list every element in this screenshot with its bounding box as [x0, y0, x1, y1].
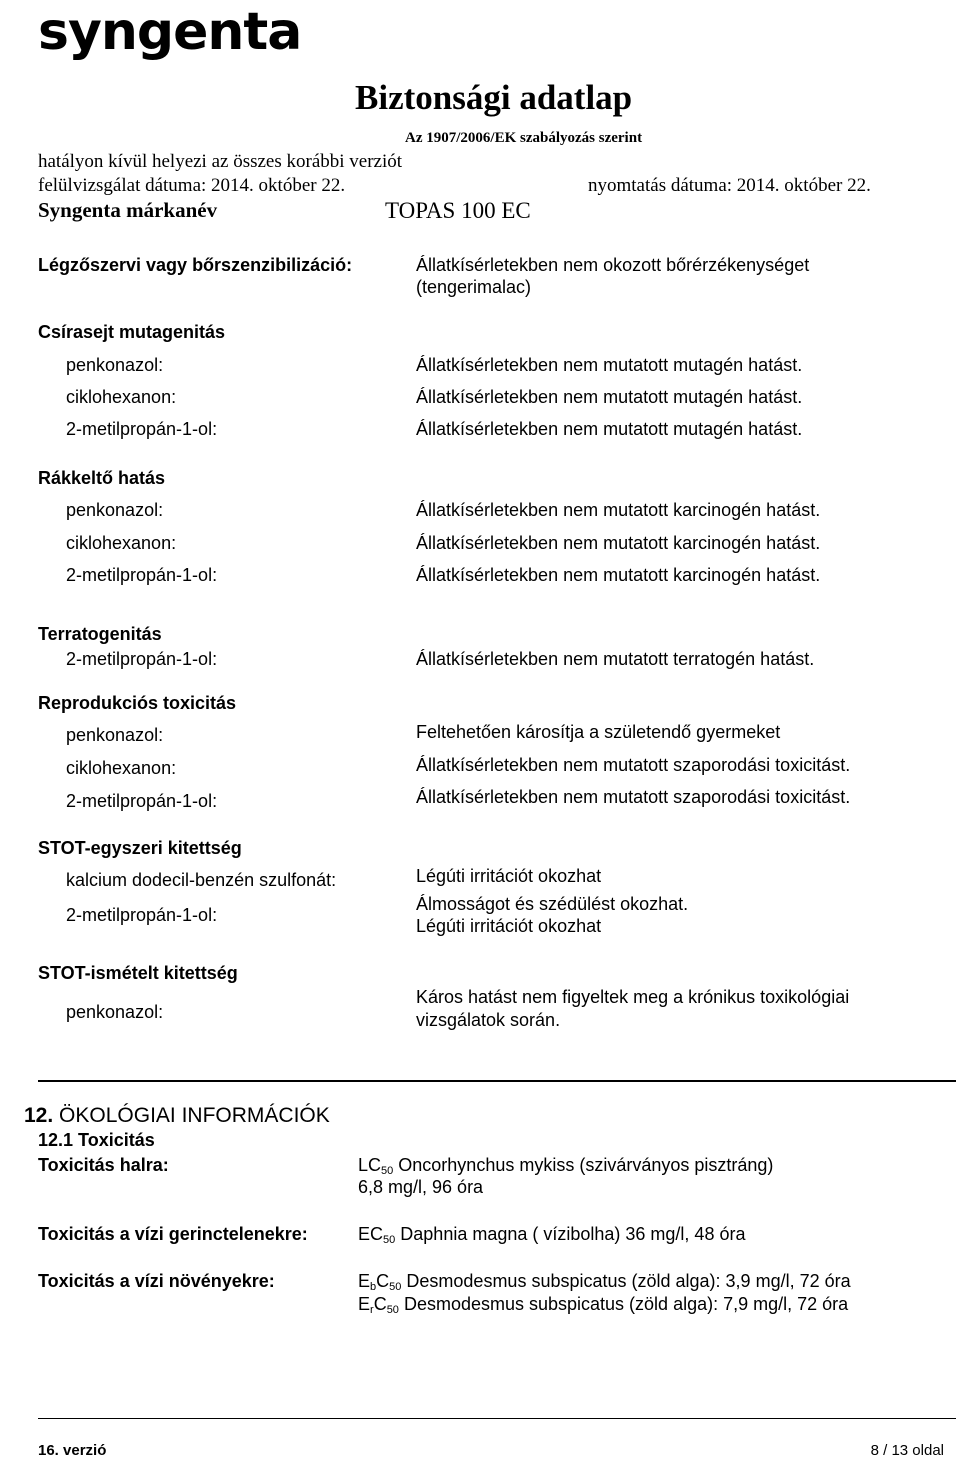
- print-date: nyomtatás dátuma: 2014. október 22.: [588, 175, 871, 196]
- section-title: ÖKOLÓGIAI INFORMÁCIÓK: [59, 1104, 330, 1127]
- substance-label: 2-metilpropán-1-ol:: [66, 791, 218, 811]
- section-number: 12.: [24, 1104, 54, 1127]
- stot-repeated-result: Káros hatást nem figyeltek meg a krónikus toxikológiai: [416, 987, 850, 1007]
- fish-toxicity-amount: 6,8 mg/l, 96 óra: [358, 1177, 484, 1197]
- stot-repeated-result: vizsgálatok során.: [416, 1010, 561, 1030]
- carcinogenicity-result: Állatkísérletekben nem mutatott karcinogén hatást.: [416, 500, 821, 520]
- substance-label: 2-metilpropán-1-ol:: [66, 419, 218, 439]
- substance-label: penkonazol:: [66, 500, 164, 520]
- stot-single-result: Álmosságot és szédülést okozhat.: [416, 894, 689, 914]
- version-label: 16. verzió: [38, 1442, 107, 1459]
- substance-label: 2-metilpropán-1-ol:: [66, 565, 218, 585]
- substance-label: 2-metilpropán-1-ol:: [66, 649, 218, 669]
- stot-single-heading: STOT-egyszeri kitettség: [38, 838, 242, 858]
- subsection-heading: 12.1 Toxicitás: [38, 1130, 155, 1150]
- carcinogenicity-result: Állatkísérletekben nem mutatott karcinogén hatást.: [416, 565, 821, 585]
- revision-date: felülvizsgálat dátuma: 2014. október 22.: [38, 175, 346, 196]
- mutagenicity-result: Állatkísérletekben nem mutatott mutagén hatást.: [416, 387, 803, 407]
- carcinogenicity-result: Állatkísérletekben nem mutatott karcinogén hatást.: [416, 533, 821, 553]
- supersedes-note: hatályon kívül helyezi az összes korábbi verziót: [38, 151, 403, 172]
- substance-label: 2-metilpropán-1-ol:: [66, 905, 218, 925]
- substance-label: penkonazol:: [66, 1002, 164, 1022]
- substance-label: ciklohexanon:: [66, 533, 177, 553]
- reproductive-result: Állatkísérletekben nem mutatott szaporodási toxicitást.: [416, 787, 851, 807]
- mutagenicity-result: Állatkísérletekben nem mutatott mutagén hatást.: [416, 419, 803, 439]
- teratogenicity-result: Állatkísérletekben nem mutatott terratogén hatást.: [416, 649, 815, 669]
- teratogenicity-heading: Terratogenitás: [38, 624, 162, 644]
- regulation-reference: Az 1907/2006/EK szabályozás szerint: [405, 130, 643, 146]
- reproductive-result: Állatkísérletekben nem mutatott szaporodási toxicitást.: [416, 755, 851, 775]
- substance-label: penkonazol:: [66, 355, 164, 375]
- substance-label: penkonazol:: [66, 725, 164, 745]
- substance-label: kalcium dodecil-benzén szulfonát:: [66, 870, 337, 890]
- plant-toxicity-value: $E_rC_{50}$ Desmodesmus subspicatus (zöld alga): 7,9 mg/l, 72 óra: [358, 1294, 849, 1316]
- brand-label: Syngenta márkanév: [38, 198, 218, 222]
- substance-label: ciklohexanon:: [66, 758, 177, 778]
- section-12-heading: [24, 1104, 330, 1128]
- stot-single-result: Légúti irritációt okozhat: [416, 916, 602, 936]
- syngenta-logo: syngenta: [38, 2, 302, 62]
- footer-divider: [38, 1418, 956, 1419]
- carcinogenicity-heading: Rákkeltő hatás: [38, 468, 166, 488]
- product-name: TOPAS 100 EC: [385, 198, 531, 223]
- reproductive-heading: Reprodukciós toxicitás: [38, 693, 237, 713]
- plant-toxicity-value: $E_bC_{50}$ Desmodesmus subspicatus (zöld alga): 3,9 mg/l, 72 óra: [358, 1271, 851, 1293]
- sensitization-text: Állatkísérletekben nem okozott bőrérzékenységet: [416, 255, 810, 275]
- fish-toxicity-value: $LC_{50}$ Oncorhynchus mykiss (szivárványos pisztráng): [358, 1155, 774, 1177]
- sensitization-text-cont: (tengerimalac): [416, 277, 532, 297]
- sensitization-label: Légzőszervi vagy bőrszenzibilizáció:: [38, 255, 353, 275]
- section-divider: [38, 1080, 956, 1082]
- plant-toxicity-label: Toxicitás a vízi növényekre:: [38, 1271, 275, 1291]
- mutagenicity-result: Állatkísérletekben nem mutatott mutagén hatást.: [416, 355, 803, 375]
- substance-label: ciklohexanon:: [66, 387, 177, 407]
- mutagenicity-heading: Csírasejt mutagenitás: [38, 322, 226, 342]
- fish-toxicity-label: Toxicitás halra:: [38, 1155, 169, 1175]
- stot-single-result: Légúti irritációt okozhat: [416, 866, 602, 886]
- page-number: 8 / 13 oldal: [870, 1442, 944, 1459]
- invertebrate-toxicity-label: Toxicitás a vízi gerinctelenekre:: [38, 1224, 308, 1244]
- reproductive-result: Feltehetően károsítja a születendő gyermeket: [416, 722, 781, 742]
- document-title: Biztonsági adatlap: [355, 78, 633, 117]
- invertebrate-toxicity-value: $EC_{50}$ Daphnia magna ( vízibolha) 36 mg/l, 48 óra: [358, 1224, 746, 1246]
- stot-repeated-heading: STOT-ismételt kitettség: [38, 963, 238, 983]
